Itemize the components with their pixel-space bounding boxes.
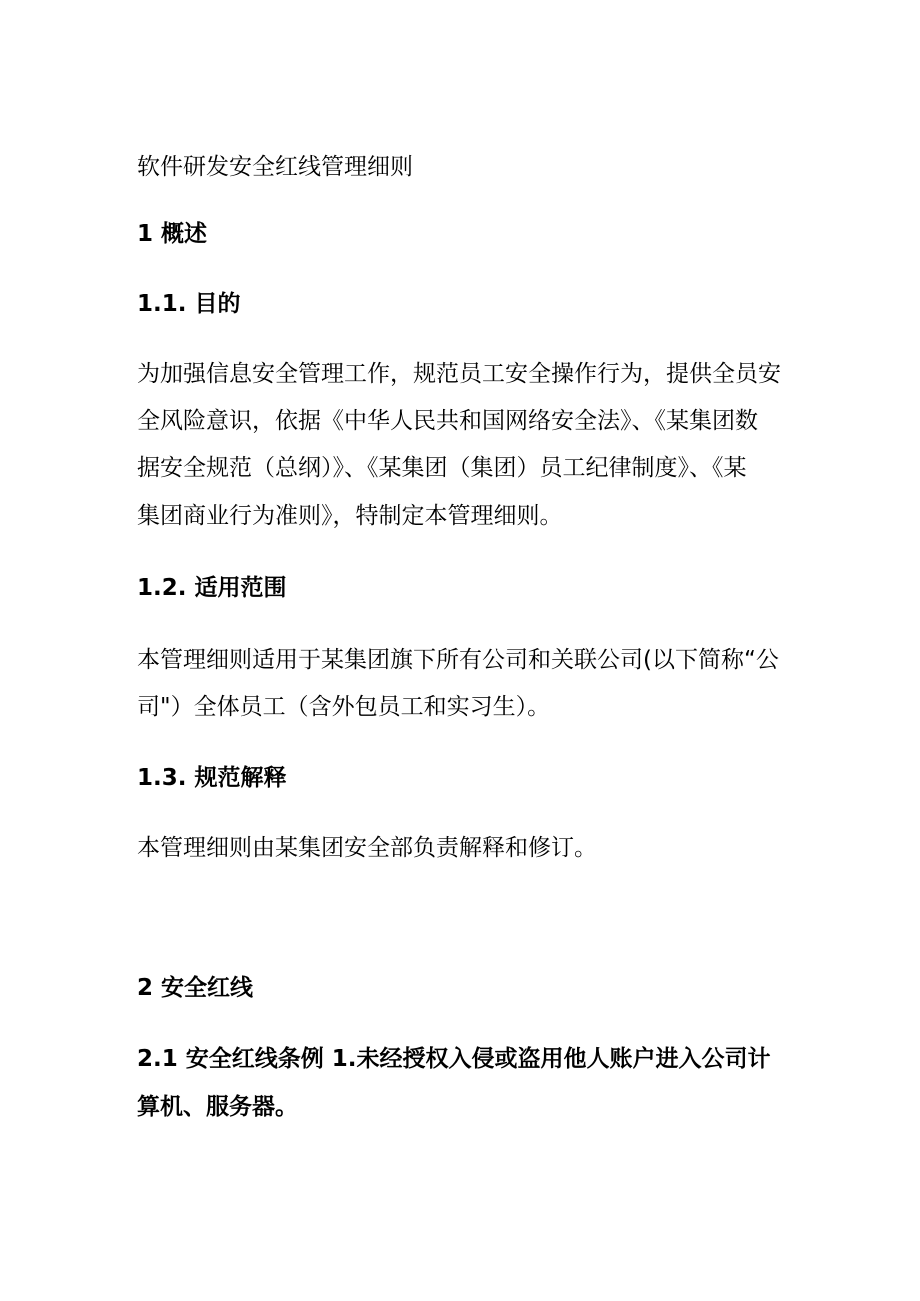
section-1-2-heading: 1.2. 适用范围 (137, 575, 287, 601)
section-1-1-paragraph-line-4: 集团商业行为准则》，特制定本管理细则。 (137, 503, 563, 529)
section-1-heading: 1 概述 (137, 221, 208, 247)
section-2-1-paragraph-line-1: 2.1 安全红线条例 1.未经授权入侵或盗用他人账户进入公司计 (137, 1046, 771, 1072)
section-2-1-paragraph-line-2: 算机、服务器。 (137, 1094, 298, 1120)
section-1-3-paragraph-line-1: 本管理细则由某集团安全部负责解释和修订。 (137, 835, 597, 861)
section-1-1-paragraph-line-3: 据安全规范（总纲）》、《某集团（集团）员工纪律制度》、《某 (137, 455, 747, 481)
section-2-heading: 2 安全红线 (137, 975, 254, 1001)
section-1-2-paragraph-line-1: 本管理细则适用于某集团旗下所有公司和关联公司(以下简称“公 (137, 647, 779, 673)
section-1-3-heading: 1.3. 规范解释 (137, 765, 287, 791)
document-title: 软件研发安全红线管理细则 (137, 154, 413, 180)
section-1-1-heading: 1.1. 目的 (137, 291, 241, 317)
section-1-1-paragraph-line-1: 为加强信息安全管理工作，规范员工安全操作行为，提供全员安 (137, 361, 781, 387)
section-1-1-paragraph-line-2: 全风险意识，依据《中华人民共和国网络安全法》、《某集团数 (137, 408, 758, 434)
section-1-2-paragraph-line-2: 司"）全体员工（含外包员工和实习生）。 (137, 694, 551, 720)
